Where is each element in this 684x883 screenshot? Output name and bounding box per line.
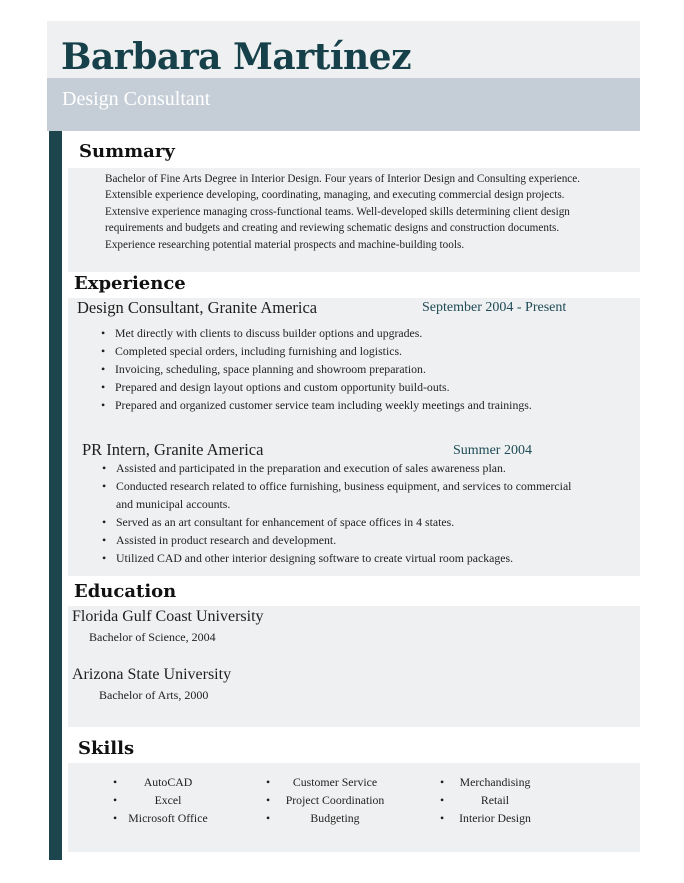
job-bullet: • Utilized CAD and other interior designing software to create virtual room packages.: [102, 549, 572, 567]
summary-panel: [68, 168, 640, 272]
job-bullet-list: [101, 324, 541, 414]
job-bullet-list: [102, 459, 572, 567]
header-title-band: [47, 78, 640, 131]
accent-bar: [49, 131, 62, 860]
skills-column: [113, 773, 213, 827]
job-entry: [82, 440, 263, 460]
summary-heading: Summary: [79, 141, 175, 162]
job-bullet: • Completed special orders, including furnishing and logistics.: [101, 342, 541, 360]
summary-text: Bachelor of Fine Arts Degree in Interior Design. Four years of Interior Design and Consulting experience. Extensible experience developing, coordinating, managing, and executing commercial design projects. Extensive experience managing cross-functional teams. Well-developed skills determining client design requirements and budgets and creating and reviewing schematic designs and construction documents. Experience researching potential material prospects and machine-building tools.: [105, 173, 581, 251]
skill-item: • Interior Design: [440, 811, 531, 825]
skills-panel: [68, 763, 640, 852]
candidate-name: Barbara Martínez: [61, 36, 412, 78]
job-dates: Summer 2004: [453, 443, 532, 458]
skills-heading: Skills: [78, 738, 135, 759]
skill-item: • Excel: [113, 793, 182, 807]
job-bullet: • Prepared and organized customer service team including weekly meetings and trainings.: [101, 396, 541, 414]
education-degree: Bachelor of Science, 2004: [89, 630, 216, 644]
experience-panel: [68, 298, 640, 576]
job-bullet: • Conducted research related to office furnishing, business equipment, and services to commercial and municipal accounts.: [102, 477, 572, 513]
job-bullet: • Met directly with clients to discuss builder options and upgrades.: [101, 324, 541, 342]
job-role: PR Intern, Granite America: [82, 440, 264, 459]
experience-heading: Experience: [74, 273, 186, 294]
job-role: Design Consultant, Granite America: [77, 298, 318, 317]
job-bullet: • Served as an art consultant for enhancement of space offices in 4 states.: [102, 513, 572, 531]
education-school: Florida Gulf Coast University: [72, 608, 264, 625]
skills-column: [266, 773, 394, 827]
education-degree: Bachelor of Arts, 2000: [99, 688, 209, 702]
skill-item: • Retail: [440, 793, 510, 807]
job-entry: [77, 298, 317, 318]
skill-item: • Budgeting: [266, 811, 360, 825]
skill-item: • Project Coordination: [266, 793, 385, 807]
skill-item: • Merchandising: [440, 775, 531, 789]
skills-column: [440, 773, 540, 827]
education-heading: Education: [74, 581, 177, 602]
education-school: Arizona State University: [72, 666, 232, 683]
education-panel: [68, 606, 640, 727]
skill-item: • AutoCAD: [113, 775, 193, 789]
skill-item: • Microsoft Office: [113, 811, 208, 825]
job-bullet: • Assisted in product research and development.: [102, 531, 572, 549]
job-dates: September 2004 - Present: [422, 300, 567, 315]
header-name-block: [47, 21, 640, 78]
job-bullet: • Assisted and participated in the preparation and execution of sales awareness plan.: [102, 459, 572, 477]
skill-item: • Customer Service: [266, 775, 378, 789]
candidate-title: Design Consultant: [62, 88, 211, 110]
job-bullet: • Invoicing, scheduling, space planning and showroom preparation.: [101, 360, 541, 378]
job-bullet: • Prepared and design layout options and custom opportunity build-outs.: [101, 378, 541, 396]
